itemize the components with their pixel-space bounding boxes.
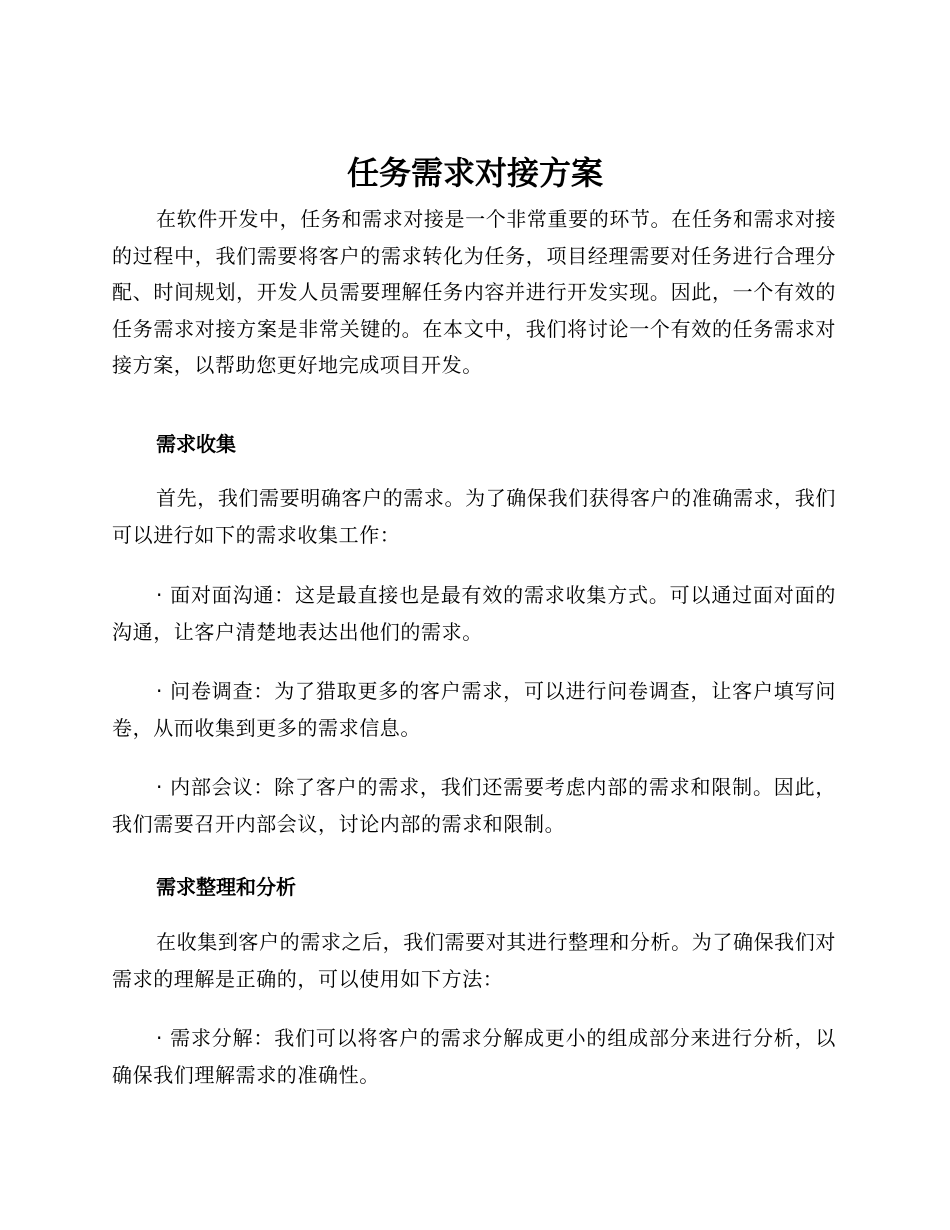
section-intro-paragraph: 在收集到客户的需求之后，我们需要对其进行整理和分析。为了确保我们对需求的理解是正确的，可以使用如下方法： (112, 930, 836, 991)
document-title: 任务需求对接方案 (346, 154, 603, 192)
bullet-item-decomposition: · 需求分解：我们可以将客户的需求分解成更小的组成部分来进行分析，以确保我们理解需求的准确性。 (112, 1026, 836, 1087)
section-heading-requirements-collection: 需求收集 (156, 432, 236, 456)
section-heading-requirements-analysis: 需求整理和分析 (156, 875, 296, 899)
bullet-item-internal-meeting: · 内部会议：除了客户的需求，我们还需要考虑内部的需求和限制。因此，我们需要召开内部会议，讨论内部的需求和限制。 (112, 775, 836, 836)
section-intro-paragraph: 首先，我们需要明确客户的需求。为了确保我们获得客户的准确需求，我们可以进行如下的需求收集工作： (112, 486, 836, 547)
intro-paragraph: 在软件开发中，任务和需求对接是一个非常重要的环节。在任务和需求对接的过程中，我们需要将客户的需求转化为任务，项目经理需要对任务进行合理分配、时间规划，开发人员需要理解任务内容并进行开发实现。因此，一个有效的任务需求对接方案是非常关键的。在本文中，我们将讨论一个有效的任务需求对接方案，以帮助您更好地完成项目开发。 (112, 207, 836, 377)
bullet-item-face-to-face: · 面对面沟通：这是最直接也是最有效的需求收集方式。可以通过面对面的沟通，让客户清楚地表达出他们的需求。 (112, 583, 836, 644)
bullet-item-questionnaire: · 问卷调查：为了猎取更多的客户需求，可以进行问卷调查，让客户填写问卷，从而收集到更多的需求信息。 (112, 679, 836, 740)
